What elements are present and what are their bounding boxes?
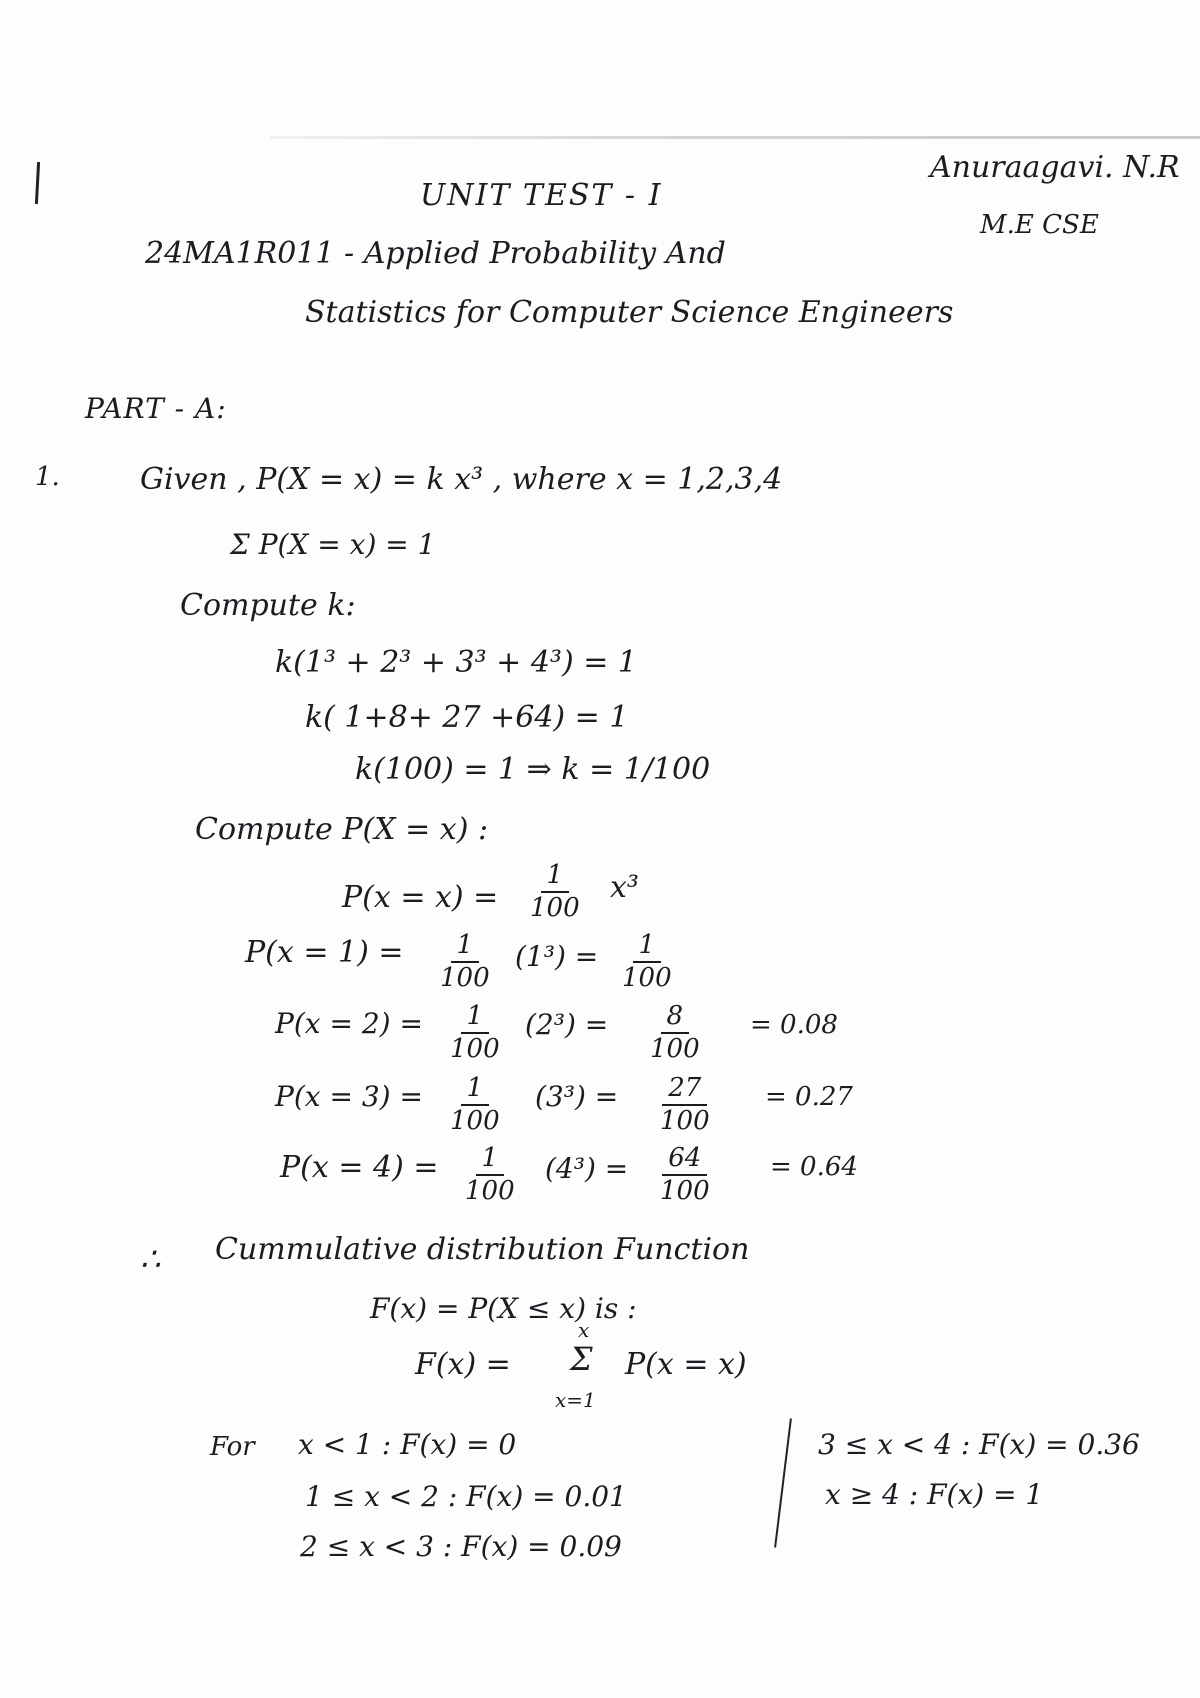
- p-row-1-lhs: P(x = 1) =: [245, 935, 404, 970]
- fraction-numerator: 1: [461, 1075, 490, 1106]
- fraction-denominator: 100: [450, 1106, 500, 1137]
- cdf-case-3: 2 ≤ x < 3 : F(x) = 0.09: [300, 1530, 622, 1563]
- part-heading: PART - A:: [85, 392, 227, 425]
- cdf-sum-rhs: P(x = x): [625, 1347, 747, 1382]
- cdf-sum-upper-limit: x: [578, 1318, 590, 1342]
- p-row-1-fraction: [440, 932, 490, 993]
- p-row-4-value: = 0.64: [770, 1152, 858, 1182]
- compute-k-heading: Compute k:: [180, 588, 356, 623]
- p-row-3-value: = 0.27: [765, 1082, 853, 1112]
- p-row-2-lhs: P(x = 2) =: [275, 1007, 423, 1040]
- fraction-numerator: 8: [661, 1003, 690, 1034]
- fraction-numerator: 1: [476, 1145, 505, 1176]
- fraction-numerator: 27: [662, 1075, 707, 1106]
- p-row-3-lhs: P(x = 3) =: [275, 1080, 423, 1113]
- p-row-3-result-fraction: [660, 1075, 710, 1136]
- course-title-line2: Statistics for Computer Science Engineers: [305, 295, 954, 330]
- fraction-denominator: 100: [622, 963, 672, 994]
- cdf-case-5: x ≥ 4 : F(x) = 1: [825, 1478, 1044, 1511]
- cdf-definition: F(x) = P(X ≤ x) is :: [370, 1292, 637, 1325]
- p-row-2-fraction: [450, 1003, 500, 1064]
- fraction-numerator: 1: [541, 862, 570, 893]
- p-general-fraction: [530, 862, 580, 923]
- p-row-1-mid: (1³) =: [515, 940, 599, 973]
- student-program: M.E CSE: [980, 210, 1099, 240]
- p-row-3-fraction: [450, 1075, 500, 1136]
- probability-sum-rule: Σ P(X = x) = 1: [230, 528, 436, 561]
- fraction-denominator: 100: [660, 1176, 710, 1207]
- fraction-denominator: 100: [530, 893, 580, 924]
- fraction-denominator: 100: [440, 963, 490, 994]
- p-row-4-lhs: P(x = 4) =: [280, 1150, 439, 1185]
- cdf-case-1: x < 1 : F(x) = 0: [298, 1428, 517, 1461]
- fraction-denominator: 100: [660, 1106, 710, 1137]
- cdf-sum-sigma: Σ: [570, 1340, 593, 1378]
- p-general-rhs: x³: [610, 870, 639, 905]
- fraction-denominator: 100: [450, 1034, 500, 1065]
- p-row-2-value: = 0.08: [750, 1010, 838, 1040]
- column-divider: [774, 1418, 792, 1547]
- test-title: UNIT TEST - I: [420, 178, 663, 213]
- p-row-1-result-fraction: [622, 932, 672, 993]
- cdf-case-4: 3 ≤ x < 4 : F(x) = 0.36: [818, 1428, 1140, 1461]
- k-step-2: k( 1+8+ 27 +64) = 1: [305, 700, 629, 735]
- cdf-sum-lower-limit: x=1: [555, 1388, 596, 1412]
- k-step-3: k(100) = 1 ⇒ k = 1/100: [355, 752, 711, 787]
- given-statement: Given , P(X = x) = k x³ , where x = 1,2,3,4: [140, 462, 783, 497]
- fraction-denominator: 100: [650, 1034, 700, 1065]
- cdf-sum-lhs: F(x) =: [415, 1347, 511, 1382]
- cdf-case-2: 1 ≤ x < 2 : F(x) = 0.01: [305, 1480, 627, 1513]
- p-general-lhs: P(x = x) =: [342, 880, 499, 915]
- p-row-4-result-fraction: [660, 1145, 710, 1206]
- k-step-1: k(1³ + 2³ + 3³ + 4³) = 1: [275, 645, 637, 680]
- for-label: For: [210, 1432, 255, 1462]
- p-row-2-result-fraction: [650, 1003, 700, 1064]
- question-number: 1.: [35, 462, 60, 492]
- compute-p-heading: Compute P(X = x) :: [195, 812, 489, 847]
- fraction-numerator: 64: [662, 1145, 707, 1176]
- therefore-symbol: ∴: [140, 1240, 161, 1278]
- p-row-4-fraction: [465, 1145, 515, 1206]
- p-row-4-mid: (4³) =: [545, 1152, 629, 1185]
- fraction-numerator: 1: [633, 932, 662, 963]
- course-title-line1: 24MA1R011 - Applied Probability And: [145, 236, 726, 271]
- fraction-numerator: 1: [451, 932, 480, 963]
- fraction-numerator: 1: [461, 1003, 490, 1034]
- student-name: Anuraagavi. N.R: [930, 150, 1180, 185]
- p-row-3-mid: (3³) =: [535, 1080, 619, 1113]
- fraction-denominator: 100: [465, 1176, 515, 1207]
- cdf-heading: Cummulative distribution Function: [215, 1232, 750, 1267]
- page-number-mark: [35, 162, 40, 204]
- p-row-2-mid: (2³) =: [525, 1008, 609, 1041]
- page-top-edge: [270, 136, 1200, 139]
